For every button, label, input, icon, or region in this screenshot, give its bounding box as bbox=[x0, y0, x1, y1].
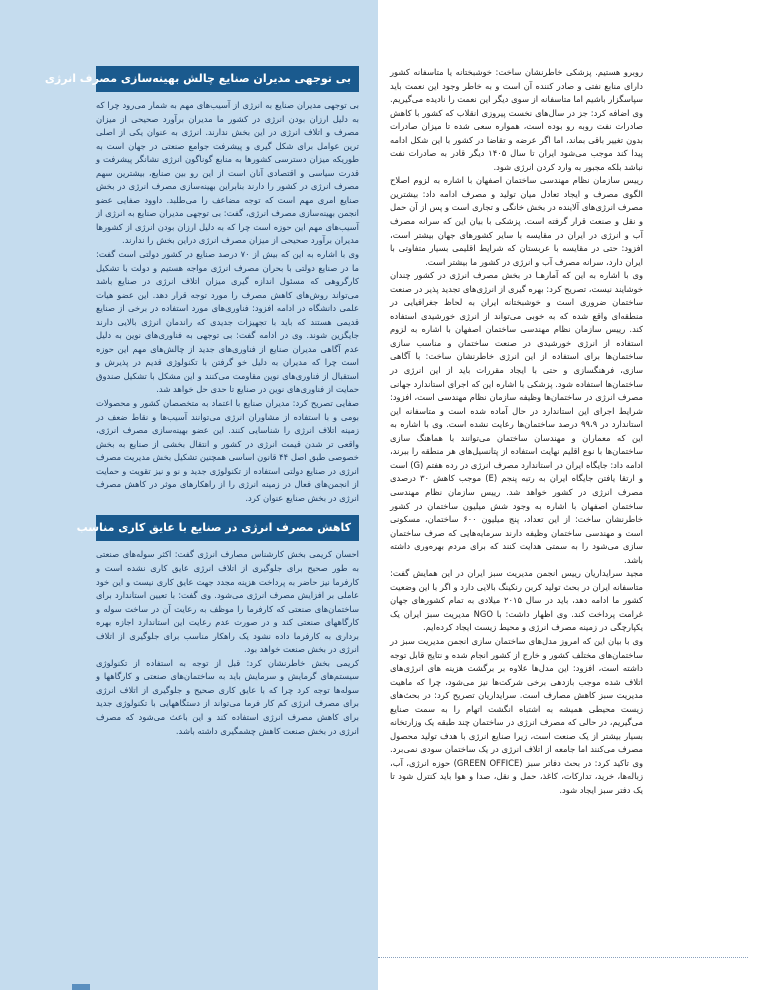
paragraph: کریمی بخش خاطرنشان کرد: قبل از توجه به استفاده از تکنولوژی سیستم‌های گرمایش و سرمایش باید به ساختمان‌های صنعتی و کارگاهها و سوله‌ها توجه کرد چرا که با عایق کاری صحیح و جلوگیری از اتلاف انرژی برای مصرف انرژی کم کار فرما می‌تواند از دستگاههایی با تکنولوژی جدید برای کاهش مصرف انرژی استفاده کند و این باعث می‌شود که مصرف انرژی در بخش صنعت کاهش چشمگیری داشته باشد. bbox=[96, 657, 359, 736]
paragraph: صفایی تصریح کرد: مدیران صنایع با اعتماد به متخصصان کشور و محصولات بومی و با استفاده از مشاوران انرژی می‌توانند آسیب‌ها و نقاط ضعف در زمینه اتلاف انرژی را شناسایی کنند. این عضو بهینه‌سازی مصرف انرژی، واقعی تر شدن قیمت انرژی در کشور و انتقال بخشی از صنایع به بخش خصوصی طبق اصل ۴۴ قانون اساسی همچنین تشکیل بخش مدیریت مصرف انرژی در صنایع دولتی استفاده از تکنولوژی جدید و نو و نیز تقویت و حمایت از انجمن‌های فعال در زمینه انرژی را از راهکارهای موثر در کاهش مصرف انرژی در بخش صنایع عنوان کرد. bbox=[96, 398, 359, 503]
footer-divider bbox=[378, 957, 748, 958]
section-gap bbox=[96, 505, 359, 515]
paragraph: وی با اشاره به این که بیش از ۷۰ درصد صنایع در کشور دولتی است گفت: ما در صنایع دولتی با بحران مصرف انرژی مواجه هستیم و دولت با تشکیل کارگروهی که مسئول اندازه گیری میزان اتلاف انرژی در صنایع باشد می‌تواند روش‌های کاهش مصرف را مورد توجه قرار دهد. این عضو هیات علمی دانشگاه در ادامه افزود: فناوری‌های مورد استفاده در برخی از صنایع قدیمی هستند که باید با تجهیزات جدیدی که راندمان انرژی بالایی دارند جایگزین شوند. وی در ادامه گفت: بی توجهی به فناوری‌های نوین به دلیل عدم آگاهی مدیران صنایع از فناوری‌های جدید از چالش‌های مهم این حوزه است چرا که مدیران به دلیل خو گرفتن با تکنولوژی قدیم در پذیرش و استقبال از فناوری‌های نوین مقاومت می‌کنند و این مشکل با تشکیل صندوق حمایت از فناوری‌های نوین در صنایع تا حدی حل خواهد شد. bbox=[96, 249, 359, 395]
section-body-insulation bbox=[96, 548, 359, 738]
section-title-manager-neglect: بی توجهی مدیران صنایع چالش بهینه‌سازی مصرف انرژی bbox=[96, 66, 359, 92]
paragraph: احسان کریمی بخش کارشناس مصارف انرژی گفت: اکثر سوله‌های صنعتی به طور صحیح برای جلوگیری از اتلاف انرژی عایق کاری نشده است و کارفرما نیز حاضر به پرداخت هزینه مجدد جهت عایق کاری نیست و این خود عاملی بر افزایش مصرف انرژی می‌شود. وی گفت: با تعیین استاندارد برای ساختمان‌های صنعتی که کارفرما را موظف به رعایت آن در ساخت سوله و کارگاههای صنعتی کند و در صورت عدم رعایت این استاندارد اجازه بهره برداری به کارفرما داده نشود یک راهکار مناسب برای جلوگیری از اتلاف انرژی در بخش صنعت خواهد بود. bbox=[96, 549, 359, 655]
paragraph: بی توجهی مدیران صنایع به انرژی از آسیب‌های مهم به شمار می‌رود چرا که به دلیل ارزان بودن انرژی در کشور ما مدیران برآورد صحیحی از میزان مصرف و اتلاف انرژی در این بخش ندارند. انرژی به عنوان یکی از اصلی ترین عوامل برای شکل گیری و پیشرفت جوامع صنعتی در جهان است به طوریکه میزان دسترسی کشورها به منابع گوناگون انرژی نشانگر پیشرفت و قدرت سیاسی و اقتصادی آنان است از این رو بین صنایع، بیشترین سهم مصرف انرژی در کشور را دارند بنابراین بهینه‌سازی مصرف انرژی در بخش صنایع امری مهم است که توجه مضاعف را می‌طلبد. داوود صفایی عضو انجمن بهینه‌سازی مصرف انرژی، گفت: بی توجهی مدیران صنایع به انرژی از آسیب‌های مهم این حوزه است چرا که به دلیل ارزان بودن انرژی از کشورها مدیران برآورد صحیحی از میزان مصرف انرژی دراین بخش را ندارند. bbox=[96, 100, 359, 246]
paragraph: وی با بیان این که امروز مدل‌های ساختمان سازی انجمن مدیریت سبز در ساختمان‌های مختلف کشور و خارج از کشور انجام شده و نتایج قابل توجه داشته است، افزود: این مدل‌ها علاوه بر برگشت هزینه های انرژی‌های اتلاف شده موجب بازدهی برخی شرکت‌ها نیز می‌شود، چرا که ماهیت مدیریت سبز کاهش مصارف است. سرایداریان تصریح کرد: در بحث‌های زیست محیطی همیشه به اشتباه انگشت اتهام را به سمت صنایع می‌گیریم، در حالی که مصرف انرژی در ساختمان چند طبقه یک وزارتخانه بسیار بیشتر از یک صنعت است، زیرا صنایع انرژی با هدف تولید محصول مصرف می‌کنند اما جامعه از اتلاف انرژی در یک ساختمان سودی نمی‌برد. وی تاکید کرد: در بحث دفاتر سبز (GREEN OFFICE) حوزه انرژی، آب، زباله‌ها، خرید، تدارکات، کاغذ، حمل و نقل، صدا و هوا باید کنترل شود تا یک دفتر سبز ایجاد شود. bbox=[390, 635, 644, 795]
paragraph: مجید سرایداریان رییس انجمن مدیریت سبز ایران در این همایش گفت: متاسفانه ایران در بحث تولید کربن رنکینگ بالایی دارد و اگر با این وضعیت کشور ما ادامه دهد، باید در سال ۲۰۱۵ میلادی به تمام کشورهای جهان غرامت پرداخت کند. وی اظهار داشت: با NGO مدیریت سبز ایران یک یکپارچگی در زمینه مصرف انرژی و محیط زیست ایجاد کرده‌ایم. bbox=[390, 568, 643, 633]
paragraph: رییس سازمان نظام مهندسی ساختمان اصفهان با اشاره به لزوم اصلاح الگوی مصرف و ایجاد تعادل میان تولید و مصرف ادامه داد: بیشترین مصرف انرژی‌های آلاینده در بخش خانگی و تجاری است و پس از آن حمل و نقل و صنعت قرار گرفته است. پزشکی با بیان این که سرانه مصرف آب و انرژی در ایران در مقایسه با سایر کشورهای جهان بیشتر است، افزود: حتی در مقایسه با عربستان که شرایط اقلیمی بسیار متفاوتی با ایران دارد، سرانه مصرف آب و انرژی در کشور ما بیشتر است. bbox=[390, 175, 643, 267]
section-title-insulation: کاهش مصرف انرژی در صنایع با عایق کاری مناسب bbox=[96, 515, 359, 541]
section-body-manager-neglect bbox=[96, 99, 359, 505]
paragraph: روبرو هستیم. پزشکی خاطرنشان ساخت: خوشبختانه یا متاسفانه کشور دارای منابع نفتی و صادر کننده آن است و به خاطر وجود این نعمت باید سپاسگزار باشیم اما متاسفانه از سوی دیگر این نعمت را نادیده می‌گیریم. وی اضافه کرد: جز در سال‌های نخست پیروزی انقلاب که کشور با کاهش صادرات نفت روبه رو بوده است، همواره سعی شده تا میزان صادرات بدون تغییر باقی بماند، اما اگر عرضه و تقاضا در کشور با این شکل ادامه پیدا کند موجب می‌شود ایران تا سال ۱۴۰۵ دیگر قادر به صادرات نفت نباشد بلکه مجبور به وارد کردن انرژی شود. bbox=[390, 67, 643, 172]
page-corner-marker bbox=[72, 984, 90, 990]
left-column bbox=[44, 66, 359, 738]
right-column-body bbox=[390, 66, 643, 798]
right-column bbox=[390, 66, 643, 798]
paragraph: وی با اشاره به این که آمارهـا در بخش مصرف انرژی در کشور چندان خوشایند نیست، تصریح کرد: بهره گیری از انرژی‌های تجدید پذیر در صنعت ساختمان ضروری است و خوشبختانه ایران به لحاظ جغرافیایی در منطقه‌ای واقع شده که به خوبی می‌تواند از انرژی خورشیدی استفاده کند. رییس سازمان نظام مهندسی ساختمان اصفهان با اشاره به لزوم استفاده از انرژی خورشیدی در صنعت ساختمان و مناسب سازی ساختمان‌ها برای استفاده از این انرژی خاطرنشان ساخت: با آگاهی سازی، فرهنگسازی و حتی با ایجاد مقررات باید از این انرژی در ساختمان‌ها استفاده شود. پزشکی با اشاره این که اجرای استاندارد جهانی مصرف انرژی در ساختمان‌ها وظیفه سازمان نظام مهندسی است، افزود: شرایط اجرای این استاندارد در حال آماده شده است و متاسفانه این استاندارد در ۹۹،۹ درصد ساختمان‌ها رعایت نشده است. وی با اشاره به این که معماران و مهندسان ساختمان می‌توانند با هماهنگ سازی ساختمان‌ها با نوع اقلیم نهایت استفاده از پتانسیل‌های هر منطقه را ببرند، ادامه داد: جایگاه ایران در استاندارد مصرف انرژی در رده هفتم (G) است و ارتقا یافتن جایگاه ایران به رتبه پنجم (E) موجب کاهش ۳۰ درصدی مصرف انرژی در کشور خواهد شد. رییس سازمان نظام مهندسی ساختمان اصفهان با اشاره به وجود شش میلیون ساختمان در کشور خاطرنشان ساخت: از این تعداد، پنج میلیون ۶۰۰ ساختمان، مسکونی است و مهندسی ساختمان وظیفه دارند سرمایه‌هایی که صرف ساختمان سازی می‌شود را به سمتی هدایت کنند که برای مردم بهره‌وری داشته باشد. bbox=[390, 270, 644, 565]
